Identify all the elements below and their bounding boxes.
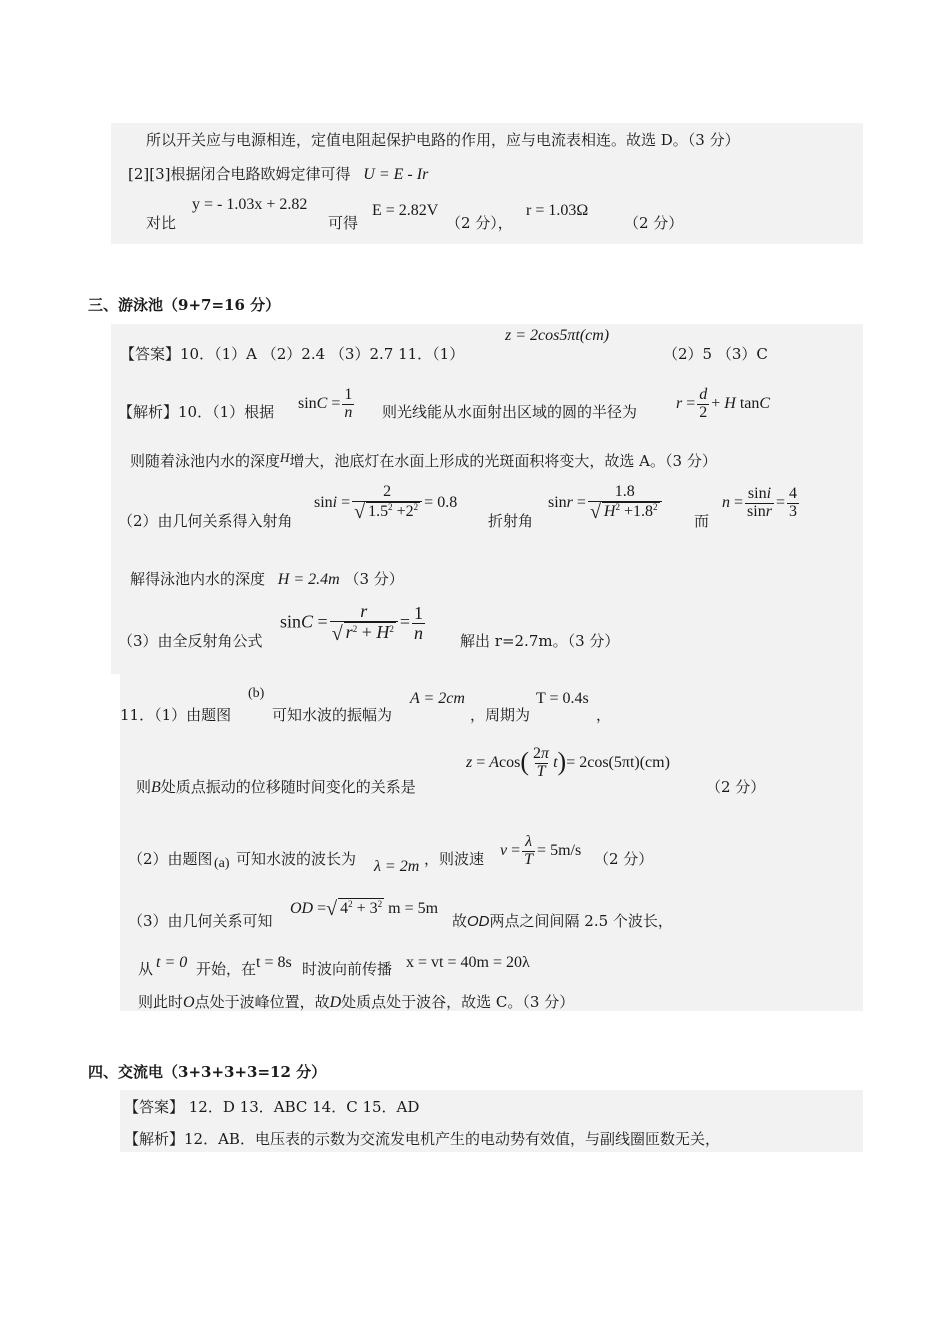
section4-title: 四、交流电（3+3+3+3=12 分） bbox=[88, 1063, 327, 1081]
section3-title: 三、游泳池（9+7=16 分） bbox=[88, 296, 281, 314]
emf-value: E = 2.82V bbox=[372, 202, 439, 219]
box1-line1: 所以开关应与电源相连，定值电阻起保护电路的作用，应与电流表相连。故选 D。（3 分） bbox=[146, 131, 740, 149]
analysis-11-2: （2）由题图 (a) 可知水波的波长为 λ = 2m ，则波速 v = $\frac{\lambda}{T}$ = 5m/s （2 分） bbox=[128, 833, 654, 875]
analysis-10-2: （2）由几何关系得入射角 sini = $\frac{2}{√ 1.5^2 +2^2}$ = 0.8 折射角 sinr = $\frac{1.8}{√ H^2 +1.8^2}$ 而 n = $\frac{\sin i}{\sin r}$ = $\frac{4}{3}$ bbox=[118, 484, 858, 534]
distance-od-formula: OD =√ $4^2 + 3^2$ m = 5m bbox=[290, 898, 439, 920]
analysis-11-3-propagation: 从 t = 0 开始，在 t = 8s 时波向前传播 x = vt = 40m = 20λ bbox=[138, 954, 530, 978]
incidence-sine-formula: sini = $\frac{2}{√ 1.5^2 +2^2}$ = 0.8 bbox=[314, 483, 458, 523]
box1-line3: 对比 y = - 1.03x + 2.82 可得 E = 2.82V （2 分）， r = 1.03Ω （2 分） bbox=[146, 196, 684, 232]
radius-formula: r = $\frac{d}{2}$ + H tanC bbox=[676, 386, 771, 421]
total-reflection-formula: sinC = $\frac{r}{√ r^2 + H^2}$ = $\frac{1}{n}$ bbox=[280, 601, 423, 645]
resistance-value: r = 1.03Ω bbox=[526, 202, 589, 219]
analysis-10-1: 【解析】10．（1）根据 sinC = $\frac{1}{n}$ 则光线能从水面射出区域的圆的半径为 r = $\frac{d}{2}$ + H tanC bbox=[118, 386, 771, 421]
critical-angle-formula: sinC = $\frac{1}{n}$ bbox=[298, 386, 353, 421]
analysis-11-3-conclusion: 则此时O点处于波峰位置，故D处质点处于波谷，故选 C。（3 分） bbox=[138, 993, 575, 1011]
analysis-10-1-conclusion: 则随着泳池内水的深度H增大，池底灯在水面上形成的光斑面积将变大，故选 A。（3 分） bbox=[130, 450, 717, 470]
wavelength-value: λ = 2m bbox=[374, 858, 420, 875]
refractive-index-formula: n = $\frac{\sin i}{\sin r}$ = $\frac{4}{3}$ bbox=[722, 485, 797, 520]
analysis-11-3: （3）由几何关系可知 OD =√ $4^2 + 3^2$ m = 5m 故OD两点之间间隔 2.5 个波长， bbox=[128, 898, 673, 930]
analysis-11-1: 11．（1）由题图 (b) 可知水波的振幅为 A = 2cm ，周期为 T = 0.4s ， bbox=[120, 686, 612, 724]
ohm-law-formula: U = E - Ir bbox=[363, 166, 429, 183]
refraction-sine-formula: sinr = $\frac{1.8}{√ H^2 +1.8^2}$ bbox=[548, 484, 664, 523]
analysis-10-3: （3）由全反射角公式 sinC = $\frac{r}{√ r^2 + H^2}$ = $\frac{1}{n}$ 解出 r=2.7m。（3 分） bbox=[118, 601, 620, 650]
wave-speed-formula: v = $\frac{\lambda}{T}$ = 5m/s bbox=[500, 833, 582, 868]
propagation-distance: x = vt = 40m = 20λ bbox=[406, 954, 530, 971]
analysis-10-2-result: 解得泳池内水的深度 H = 2.4m （3 分） bbox=[130, 570, 404, 588]
period-value: T = 0.4s bbox=[536, 690, 589, 707]
section4-analysis: 【解析】12．AB．电压表的示数为交流发电机产生的电动势有效值，与副线圈匝数无关， bbox=[124, 1130, 720, 1148]
displacement-formula: z = 2cos5πt(cm) bbox=[505, 327, 610, 344]
analysis-11-1-relation: 则B处质点振动的位移随时间变化的关系是 z = Acos( $\frac{2\pi}{T}$ t)= 2cos(5πt)(cm) （2 分） bbox=[136, 745, 766, 796]
fit-line-formula: y = - 1.03x + 2.82 bbox=[192, 196, 308, 213]
section4-answer: 【答案】 12．D 13．ABC 14．C 15．AD bbox=[124, 1098, 420, 1116]
position-time-formula: z = Acos( $\frac{2\pi}{T}$ t)= 2cos(5πt)(cm) bbox=[466, 745, 670, 780]
section3-answer: 【答案】10．（1）A （2）2.4 （3）2.7 11．（1） z = 2cos5πt(cm) （2）5 （3）C bbox=[120, 327, 768, 363]
amplitude-value: A = 2cm bbox=[410, 690, 465, 707]
depth-value: H = 2.4m bbox=[277, 571, 340, 588]
box1-line2: [2][3]根据闭合电路欧姆定律可得 U = E - Ir bbox=[128, 165, 429, 183]
